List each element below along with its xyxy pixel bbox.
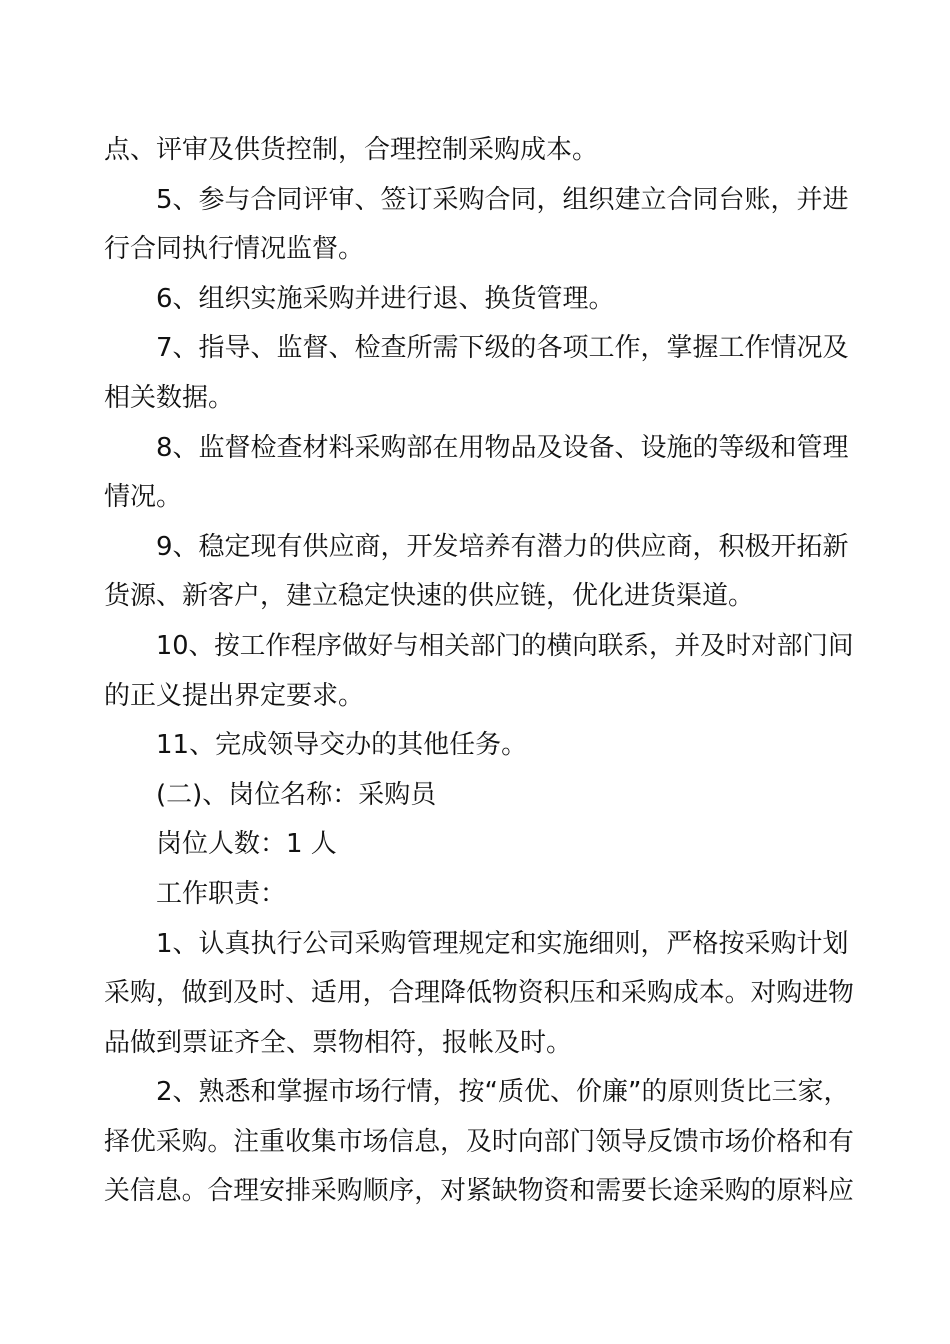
text-line: 择优采购。注重收集市场信息，及时向部门领导反馈市场价格和有 [104,1126,854,1157]
text-line: 岗位人数：1 人 [156,829,337,860]
text-line: 7、指导、监督、检查所需下级的各项工作，掌握工作情况及 [156,333,849,364]
text-line: 采购，做到及时、适用，合理降低物资积压和采购成本。对购进物 [104,978,854,1009]
text-line: 相关数据。 [104,382,235,413]
text-line: 货源、新客户，建立稳定快速的供应链，优化进货渠道。 [104,581,755,612]
text-line: 1、认真执行公司采购管理规定和实施细则，严格按采购计划 [156,928,849,959]
text-line: 2、熟悉和掌握市场行情，按“质优、价廉”的原则货比三家， [156,1077,850,1108]
text-line: 情况。 [104,482,183,513]
section-heading: 工作职责： [156,878,287,909]
text-line: 6、组织实施采购并进行退、换货管理。 [156,283,615,314]
text-line: 10、按工作程序做好与相关部门的横向联系，并及时对部门间 [156,630,854,661]
section-heading: (二)、岗位名称：采购员 [156,779,437,810]
text-line: 的正义提出界定要求。 [104,680,365,711]
text-line: 行合同执行情况监督。 [104,234,365,265]
text-line: 点、评审及供货控制，合理控制采购成本。 [104,135,599,165]
text-line: 11、完成领导交办的其他任务。 [156,730,528,761]
text-line: 8、监督检查材料采购部在用物品及设备、设施的等级和管理 [156,432,849,463]
text-line: 5、参与合同评审、签订采购合同，组织建立合同台账，并进 [156,184,849,215]
text-line: 9、稳定现有供应商，开发培养有潜力的供应商，积极开拓新 [156,531,849,562]
document-body [104,126,854,1217]
text-line: 品做到票证齐全、票物相符，报帐及时。 [104,1027,573,1058]
text-line: 关信息。合理安排采购顺序，对紧缺物资和需要长途采购的原料应 [104,1176,854,1207]
